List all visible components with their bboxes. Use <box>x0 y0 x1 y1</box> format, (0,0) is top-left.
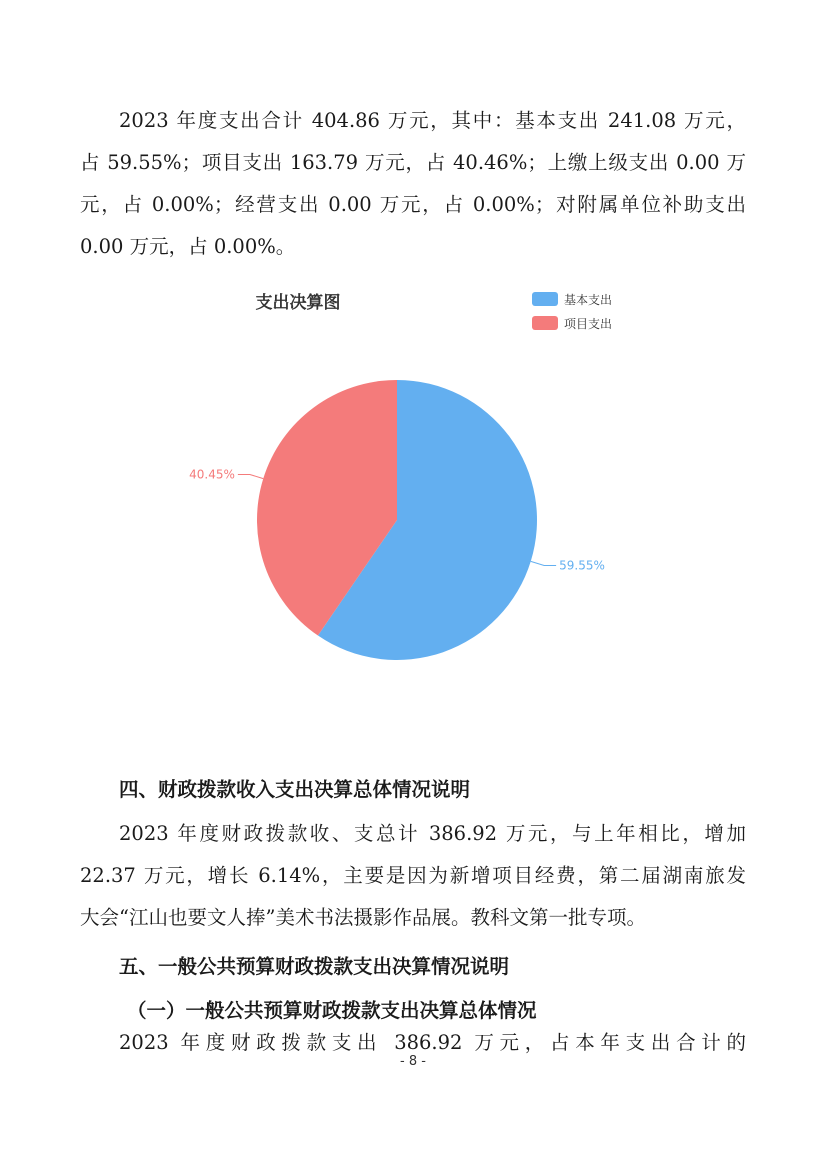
section4-heading: 四、财政拨款收入支出决算总体情况说明 <box>119 778 471 801</box>
paragraph-line: 大会“江山也要文人捧”美术书法摄影作品展。教科文第一批专项。 <box>80 906 646 929</box>
legend-item[interactable] <box>532 316 612 331</box>
paragraph-line: 元，占 0.00%；经营支出 0.00 万元，占 0.00%；对附属单位补助支出 <box>80 193 746 216</box>
page-number: - 8 - <box>400 1054 426 1069</box>
data-label: 40.45% <box>189 467 235 482</box>
paragraph-line: 22.37 万元，增长 6.14%，主要是因为新增项目经费，第二届湖南旅发 <box>80 864 746 887</box>
paragraph-line: 2023 年度财政拨款收、支总计 386.92 万元，与上年相比，增加 <box>119 822 746 845</box>
pie-slices <box>257 380 537 660</box>
label-leader-line <box>531 561 556 565</box>
paragraph-line: 0.00 万元，占 0.00%。 <box>80 235 296 258</box>
paragraph-line: 占 59.55%；项目支出 163.79 万元，占 40.46%；上缴上级支出 0.00 万 <box>80 151 746 174</box>
paragraph-line: 2023 年度财政拨款支出 386.92 万元，占本年支出合计的 <box>119 1031 746 1054</box>
data-label: 59.55% <box>559 558 605 573</box>
section5-subheading: （一）一般公共预算财政拨款支出决算总体情况 <box>127 999 537 1022</box>
label-leader-line <box>238 474 263 478</box>
legend-label: 项目支出 <box>564 317 613 331</box>
legend-swatch <box>532 316 558 330</box>
expense-pie-chart <box>150 280 670 700</box>
section5-heading: 五、一般公共预算财政拨款支出决算情况说明 <box>119 955 510 978</box>
legend-item[interactable] <box>532 292 612 307</box>
expense-summary-paragraph <box>80 100 746 268</box>
legend-label: 基本支出 <box>564 293 613 307</box>
section4-paragraph <box>80 813 746 939</box>
paragraph-line: 2023 年度支出合计 404.86 万元，其中：基本支出 241.08 万元， <box>119 109 746 132</box>
chart-title: 支出决算图 <box>255 293 341 313</box>
legend-swatch <box>532 292 558 306</box>
chart-legend <box>532 292 612 331</box>
